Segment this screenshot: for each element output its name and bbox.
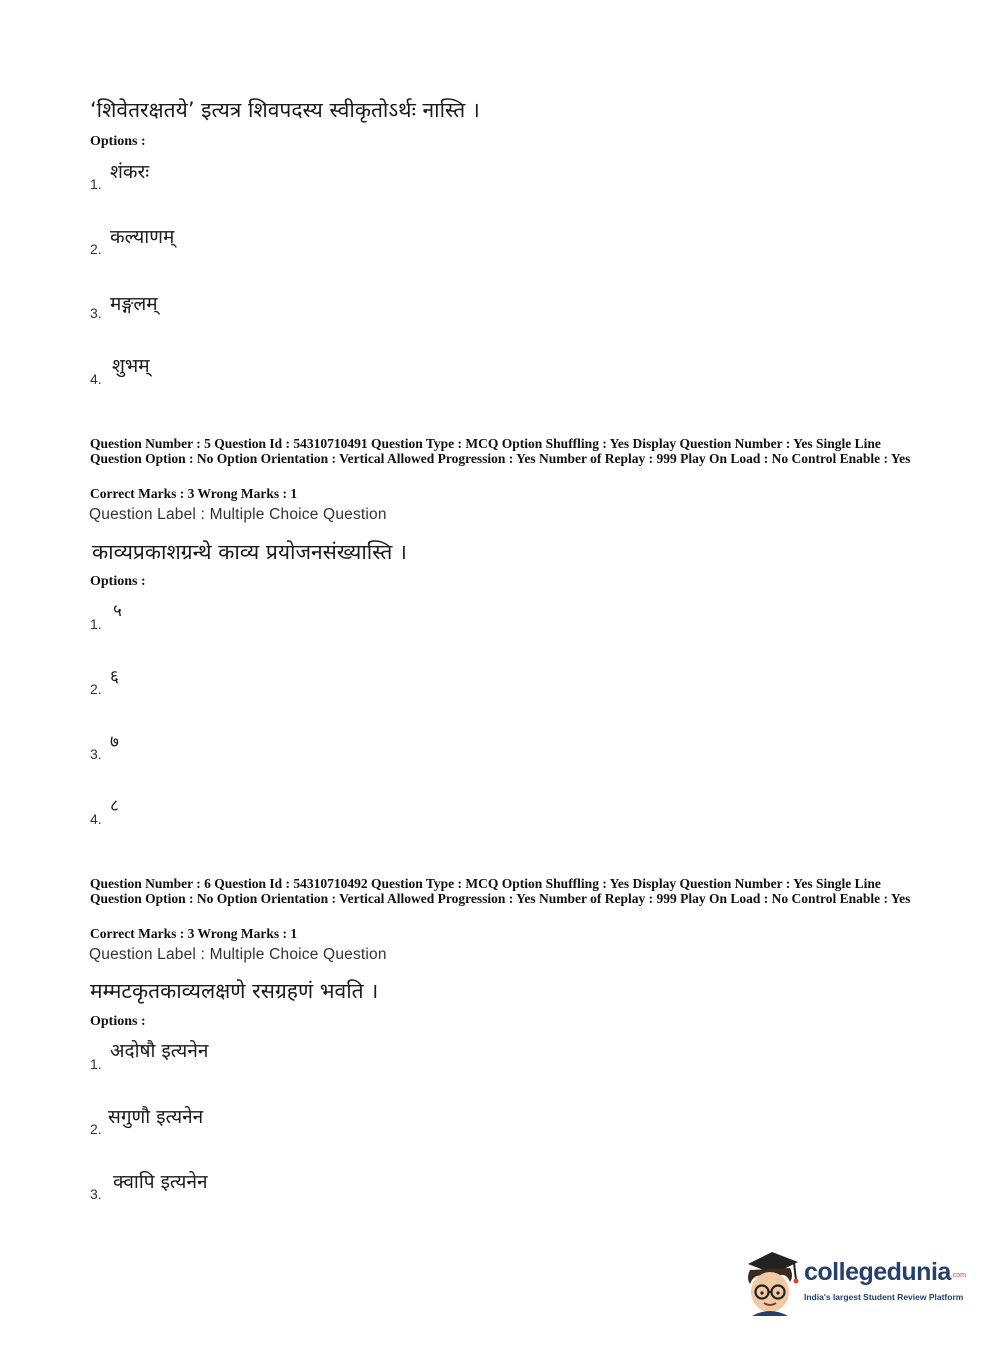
option-number: 3. <box>90 1186 102 1202</box>
question-text: ‘शिवेतरक्षतये’ इत्यत्र शिवपदस्य स्वीकृतोऽर्थः नास्ति । <box>90 98 480 122</box>
options-label: Options : <box>90 574 146 589</box>
options-label: Options : <box>90 1014 146 1029</box>
option-text: ६ <box>110 667 119 687</box>
option-text: ८ <box>110 796 119 816</box>
options-label: Options : <box>90 134 146 149</box>
question-meta: Question Number : 5 Question Id : 54310710491 Question Type : MCQ Option Shuffling : Yes Display Question Number : Yes Single Line Question Option : No Option Orientation : Vertical Allowed Progression : Yes Number of Replay : 999 Play On Load : No Control Enable : Yes <box>90 436 911 466</box>
option-number: 2. <box>90 681 102 697</box>
collegedunia-logo <box>740 1248 970 1318</box>
brand-suffix: .com <box>950 1272 966 1279</box>
option-text: सगुणौ इत्यनेन <box>108 1106 204 1128</box>
mascot-icon <box>740 1248 802 1316</box>
option-number: 4. <box>90 371 102 387</box>
option-text: शंकरः <box>110 161 150 183</box>
option-text: शुभम् <box>112 355 150 377</box>
option-text: कल्याणम् <box>110 226 175 248</box>
question-text: काव्यप्रकाशग्रन्थे काव्य प्रयोजनसंख्यास्ति । <box>92 540 407 564</box>
question-label: Question Label : Multiple Choice Question <box>89 946 387 963</box>
option-text: ५ <box>113 601 122 621</box>
option-number: 3. <box>90 305 102 321</box>
option-text: क्वापि इत्यनेन <box>113 1171 208 1193</box>
marks-line: Correct Marks : 3 Wrong Marks : 1 <box>90 486 298 501</box>
option-number: 4. <box>90 811 102 827</box>
option-number: 2. <box>90 241 102 257</box>
marks-line: Correct Marks : 3 Wrong Marks : 1 <box>90 926 298 941</box>
question-text: मम्मटकृतकाव्यलक्षणे रसग्रहणं भवति । <box>90 979 379 1003</box>
brand-name: collegedunia <box>804 1258 951 1286</box>
option-number: 3. <box>90 746 102 762</box>
brand-tagline: India's largest Student Review Platform <box>804 1292 964 1302</box>
option-number: 1. <box>90 1056 102 1072</box>
option-number: 1. <box>90 616 102 632</box>
option-number: 1. <box>90 176 102 192</box>
question-meta: Question Number : 6 Question Id : 54310710492 Question Type : MCQ Option Shuffling : Yes Display Question Number : Yes Single Line Question Option : No Option Orientation : Vertical Allowed Progression : Yes Number of Replay : 999 Play On Load : No Control Enable : Yes <box>90 876 911 906</box>
option-text: मङ्गलम् <box>110 293 158 315</box>
question-label: Question Label : Multiple Choice Question <box>89 506 387 523</box>
option-text: ७ <box>110 732 119 752</box>
option-text: अदोषौ इत्यनेन <box>110 1040 209 1062</box>
option-number: 2. <box>90 1121 102 1137</box>
